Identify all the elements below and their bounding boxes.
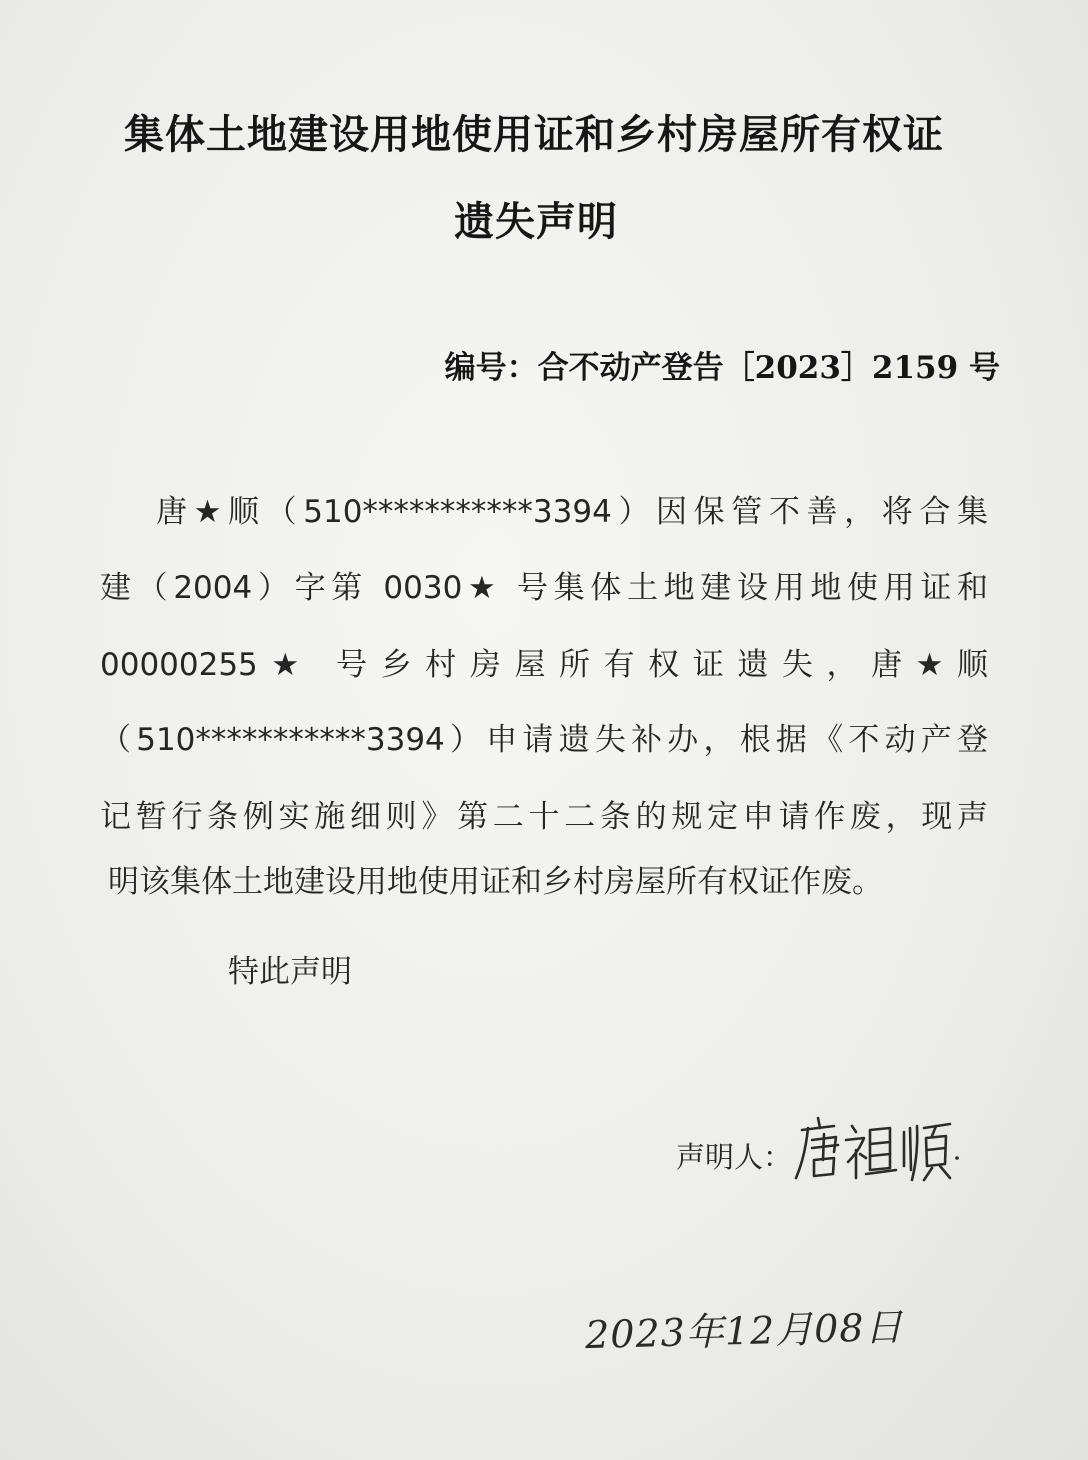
body-line-6: 明该集体土地建设用地使用证和乡村房屋所有权证作废。 bbox=[108, 864, 883, 900]
handwritten-date: 2023年12月08日 bbox=[584, 1304, 905, 1358]
document-number: 编号：合不动产登告［2023］2159 号 bbox=[444, 350, 1000, 386]
document-title: 集体土地建设用地使用证和乡村房屋所有权证 bbox=[124, 111, 944, 158]
body-line-2: 建（2004）字第 0030★ 号集体土地建设用地使用证和 bbox=[100, 570, 988, 606]
body-line-5: 记暂行条例实施细则》第二十二条的规定申请作废，现声 bbox=[100, 799, 988, 835]
handwritten-signature bbox=[790, 1108, 960, 1188]
body-line-3: 00000255★ 号乡村房屋所有权证遗失，唐★顺 bbox=[100, 647, 988, 683]
declarant-label: 声明人： bbox=[676, 1140, 793, 1174]
body-line-1: 唐★顺（510***********3394）因保管不善，将合集 bbox=[156, 494, 988, 530]
document-subtitle: 遗失声明 bbox=[454, 198, 618, 245]
body-line-4: （510***********3394）申请遗失补办，根据《不动产登 bbox=[100, 722, 988, 758]
closing-statement: 特此声明 bbox=[228, 954, 352, 990]
